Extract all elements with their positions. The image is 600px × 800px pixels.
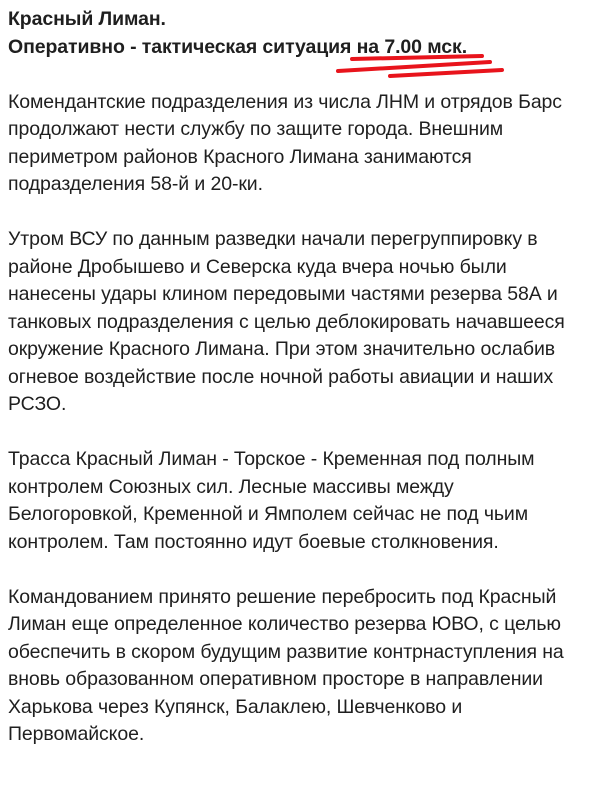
paragraph-line: Первомайское. — [8, 723, 145, 745]
paragraph-line: вновь образованном оперативном просторе в направлении — [8, 668, 543, 690]
post-title-situation: Оперативно - тактическая ситуация на 7.00 мск. — [8, 35, 468, 58]
paragraph-line: контролем Союзных сил. Лесные массивы между — [8, 475, 454, 498]
highlight-stroke-2 — [338, 62, 490, 71]
paragraph-line: танковых подразделения с целью деблокировать начавшееся — [8, 310, 565, 333]
red-highlight-underline — [330, 54, 510, 84]
paragraph-line: Трасса Красный Лиман - Торское - Кременная под полным — [8, 448, 535, 470]
paragraph-line: подразделения 58-й и 20-ки. — [8, 173, 263, 195]
paragraph-line: Комендантские подразделения из числа ЛНМ и отрядов Барс — [8, 90, 562, 113]
paragraph-line: Белогоровкой, Кременной и Ямполем сейчас не под чьим — [8, 503, 529, 525]
paragraph-line: периметром районов Красного Лимана занимаются — [8, 145, 472, 168]
highlight-stroke-3 — [390, 70, 502, 76]
paragraph-line: Лиман еще определенное количество резерва ЮВО, с целью — [8, 613, 561, 635]
paragraph-line: Харькова через Купянск, Балаклею, Шевченково и — [8, 695, 463, 718]
paragraph-line: РСЗО. — [8, 393, 67, 415]
post-body — [8, 6, 593, 749]
paragraph-line: районе Дробышево и Северска куда вчера ночью были — [8, 255, 507, 278]
paragraph-2 — [8, 226, 593, 419]
paragraph-line: окружение Красного Лимана. При этом значительно ослабив — [8, 338, 556, 360]
post-title-location: Красный Лиман. — [8, 8, 166, 30]
paragraph-line: Командованием принято решение перебросить под Красный — [8, 585, 557, 608]
paragraph-line: Утром ВСУ по данным разведки начали перегруппировку в — [8, 228, 538, 250]
highlight-stroke-1 — [352, 56, 482, 59]
paragraph-line: продолжают нести службу по защите города. Внешним — [8, 118, 504, 140]
paragraph-line: нанесены удары клином передовыми частями резерва 58А и — [8, 283, 558, 305]
paragraph-line: огневое воздействие после ночной работы авиации и наших — [8, 365, 554, 388]
paragraph-line: контролем. Там постоянно идут боевые столкновения. — [8, 530, 499, 553]
paragraph-line: обеспечить в скором будущим развитие контрнаступления на — [8, 640, 564, 663]
paragraph-4 — [8, 584, 593, 749]
paragraph-1 — [8, 89, 593, 199]
paragraph-3 — [8, 446, 593, 556]
